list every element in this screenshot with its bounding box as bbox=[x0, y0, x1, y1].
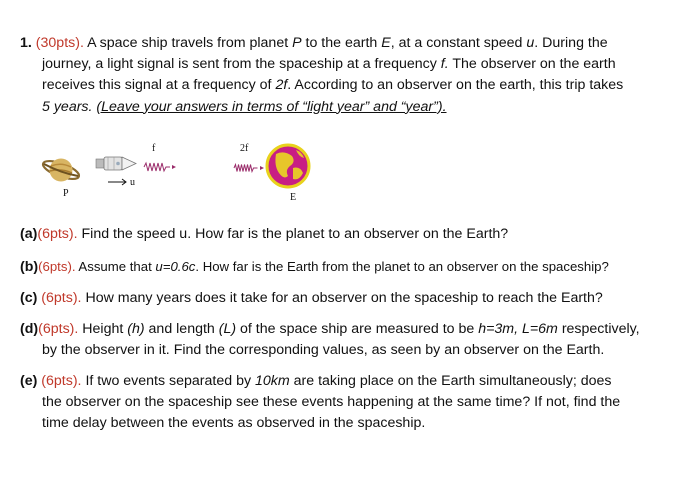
label-p: P bbox=[63, 188, 69, 199]
earth-var: E bbox=[381, 35, 391, 51]
part-d-text: of the space ship are measured to be bbox=[236, 321, 479, 337]
part-e-text: are taking place on the Earth simultaneously; does bbox=[289, 373, 612, 389]
part-d-line-1 bbox=[20, 319, 660, 340]
part-b-text: Assume that bbox=[75, 259, 156, 274]
part-e bbox=[20, 371, 660, 435]
part-c-text: How many years does it take for an observer on the spaceship to reach the Earth? bbox=[81, 290, 603, 306]
received-wave-arrow-icon bbox=[260, 166, 264, 170]
part-e-line-3 bbox=[20, 413, 660, 434]
planet-var: P bbox=[292, 35, 302, 51]
problem-text: . According to an observer on the earth, this trip takes bbox=[287, 77, 624, 94]
part-c bbox=[20, 288, 660, 309]
label-f: f bbox=[152, 143, 156, 154]
part-a-text: Find the speed u. How far is the planet to an observer on the Earth? bbox=[77, 226, 509, 242]
part-b-text: . How far is the Earth from the planet to an observer on the spaceship? bbox=[195, 259, 609, 274]
problem-line-4 bbox=[20, 97, 660, 118]
part-d-text: by the observer in it. Find the corresponding values, as seen by an observer on the Earth. bbox=[42, 342, 605, 359]
problem-figure bbox=[40, 140, 320, 212]
part-c-letter: (c) bbox=[20, 290, 38, 306]
earth-icon bbox=[267, 145, 309, 187]
part-d-values: h=3m, L=6m bbox=[478, 321, 558, 337]
problem-text: . During the bbox=[534, 35, 608, 51]
part-b-points: (6pts). bbox=[38, 259, 76, 274]
part-a-letter: (a) bbox=[20, 226, 38, 242]
length-var: (L) bbox=[218, 321, 237, 337]
problem-text: to the earth bbox=[301, 35, 382, 51]
problem-statement bbox=[20, 33, 660, 118]
label-e: E bbox=[290, 192, 297, 203]
problem-number: 1. bbox=[20, 35, 32, 51]
part-a-line bbox=[20, 224, 660, 245]
height-var: (h) bbox=[127, 321, 145, 337]
part-e-line-2 bbox=[20, 392, 660, 413]
part-b-speed-value: u=0.6c bbox=[155, 259, 196, 274]
problem-text: , at a constant speed bbox=[390, 35, 527, 51]
received-frequency-var: 2f bbox=[275, 77, 288, 94]
part-d-text: Height bbox=[78, 321, 128, 337]
part-d-text: respectively, bbox=[557, 321, 640, 337]
problem-text: A space ship travels from planet bbox=[83, 35, 293, 51]
trip-duration: 5 years. bbox=[42, 98, 93, 115]
label-u: u bbox=[130, 177, 135, 188]
part-e-line-1 bbox=[20, 371, 660, 392]
part-e-points: (6pts). bbox=[37, 373, 82, 389]
part-a-points: (6pts). bbox=[37, 226, 78, 242]
part-d-points: (6pts). bbox=[38, 321, 79, 337]
problem-line-1 bbox=[20, 33, 660, 54]
answer-units-note: (Leave your answers in terms of “light year” and “year”). bbox=[96, 98, 447, 115]
part-e-letter: (e) bbox=[20, 373, 38, 389]
part-b bbox=[20, 256, 660, 278]
label-2f: 2f bbox=[240, 143, 249, 154]
part-d-line-2 bbox=[20, 340, 660, 361]
problem-points: (30pts). bbox=[35, 35, 84, 51]
problem-text: journey, a light signal is sent from the spaceship at a frequency bbox=[42, 56, 441, 73]
problem-line-3 bbox=[20, 75, 660, 96]
emitted-wave-icon bbox=[144, 163, 170, 171]
part-b-letter: (b) bbox=[20, 259, 39, 275]
part-e-text: time delay between the events as observed in the spaceship. bbox=[42, 415, 426, 432]
velocity-arrow-icon bbox=[108, 179, 126, 185]
frequency-var: f. bbox=[440, 56, 449, 73]
received-wave-icon bbox=[234, 165, 258, 172]
part-a bbox=[20, 224, 660, 245]
part-c-points: (6pts). bbox=[37, 290, 82, 306]
part-e-text: the observer on the spaceship see these events happening at the same time? If not, find the bbox=[42, 394, 621, 411]
speed-var: u bbox=[526, 35, 535, 51]
problem-text: receives this signal at a frequency of bbox=[42, 77, 276, 94]
part-d bbox=[20, 319, 660, 361]
spaceship-icon bbox=[96, 157, 136, 170]
part-e-text: If two events separated by bbox=[81, 373, 255, 389]
problem-line-2 bbox=[20, 54, 660, 75]
part-b-line bbox=[20, 256, 660, 278]
part-d-text: and length bbox=[144, 321, 219, 337]
problem-text: The observer on the earth bbox=[448, 56, 616, 73]
emitted-wave-arrow-icon bbox=[172, 165, 176, 169]
part-c-line bbox=[20, 288, 660, 309]
planet-p-icon bbox=[41, 157, 81, 182]
part-e-distance: 10km bbox=[255, 373, 290, 389]
part-d-letter: (d) bbox=[20, 321, 39, 337]
